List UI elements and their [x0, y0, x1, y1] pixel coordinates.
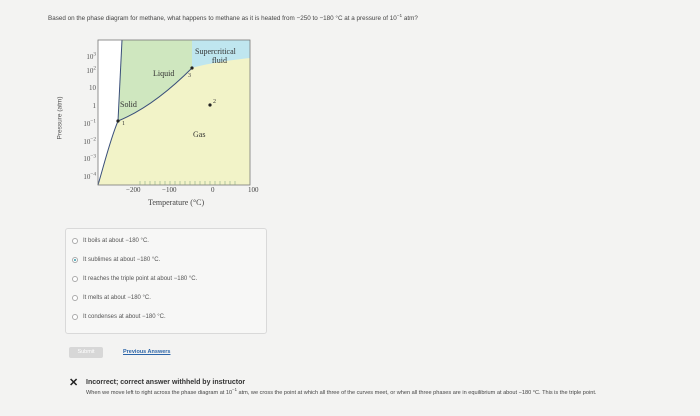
question-text: Based on the phase diagram for methane, what happens to methane as it is heated from −250 to −180 °C at a pressure of $10^{-1}$ atm? — [48, 13, 418, 22]
radio-button[interactable] — [72, 295, 78, 301]
radio-button[interactable] — [72, 314, 78, 320]
y-tick-label: $10^{-2}$ — [83, 136, 96, 146]
gas-label: Gas — [193, 130, 206, 139]
point-1-label: 1 — [122, 121, 125, 127]
y-tick-label: $10^{-4}$ — [83, 171, 96, 181]
solid-label: Solid — [120, 100, 137, 109]
y-tick-label: $10^{-1}$ — [83, 118, 96, 128]
feedback-title: Incorrect; correct answer withheld by instructor — [86, 379, 246, 386]
point-2-label: 2 — [213, 99, 216, 105]
y-axis-label: Pressure (atm) — [56, 96, 64, 140]
radio-button[interactable] — [72, 238, 78, 244]
x-tick-label: −100 — [162, 186, 177, 194]
feedback-body: When we move left to right across the phase diagram at $10^{-1}$ atm, we cross the point at which all three of the curves meet, or when all three phases are in equilibrium at about −180 °C. This is the triple point. — [86, 387, 597, 396]
y-tick-label: 10 — [89, 84, 96, 92]
choice-melts[interactable]: It melts at about −180 °C. — [72, 295, 151, 301]
radio-button[interactable] — [72, 276, 78, 282]
answer-choices — [65, 228, 267, 334]
choice-boils[interactable]: It boils at about −180 °C. — [72, 238, 149, 244]
y-tick-label: 1 — [92, 102, 96, 110]
point-3-label: 3 — [188, 73, 191, 79]
y-tick-label: $10^{-3}$ — [83, 153, 96, 163]
point-1 — [116, 119, 119, 122]
choice-condenses[interactable]: It condenses at about −180 °C. — [72, 314, 166, 320]
supercritical-label: Supercritical fluid — [195, 47, 236, 65]
radio-button-selected[interactable] — [72, 257, 78, 263]
y-tick-label: $10^2$ — [86, 65, 96, 75]
point-3 — [190, 66, 193, 69]
choice-sublimes[interactable]: It sublimes at about −180 °C. — [72, 257, 160, 263]
x-tick-label: 100 — [248, 186, 259, 194]
incorrect-x-icon: ✕ — [69, 377, 79, 389]
x-axis-label: Temperature (°C) — [148, 198, 205, 207]
x-tick-label: 0 — [211, 186, 215, 194]
y-tick-label: $10^3$ — [86, 51, 96, 61]
point-2 — [208, 103, 211, 106]
choice-triple-point[interactable]: It reaches the triple point at about −180 °C. — [72, 276, 197, 282]
submit-button[interactable]: Submit — [69, 347, 103, 358]
previous-answers-link[interactable]: Previous Answers — [123, 349, 171, 355]
liquid-label: Liquid — [153, 69, 175, 78]
x-tick-label: −200 — [126, 186, 141, 194]
